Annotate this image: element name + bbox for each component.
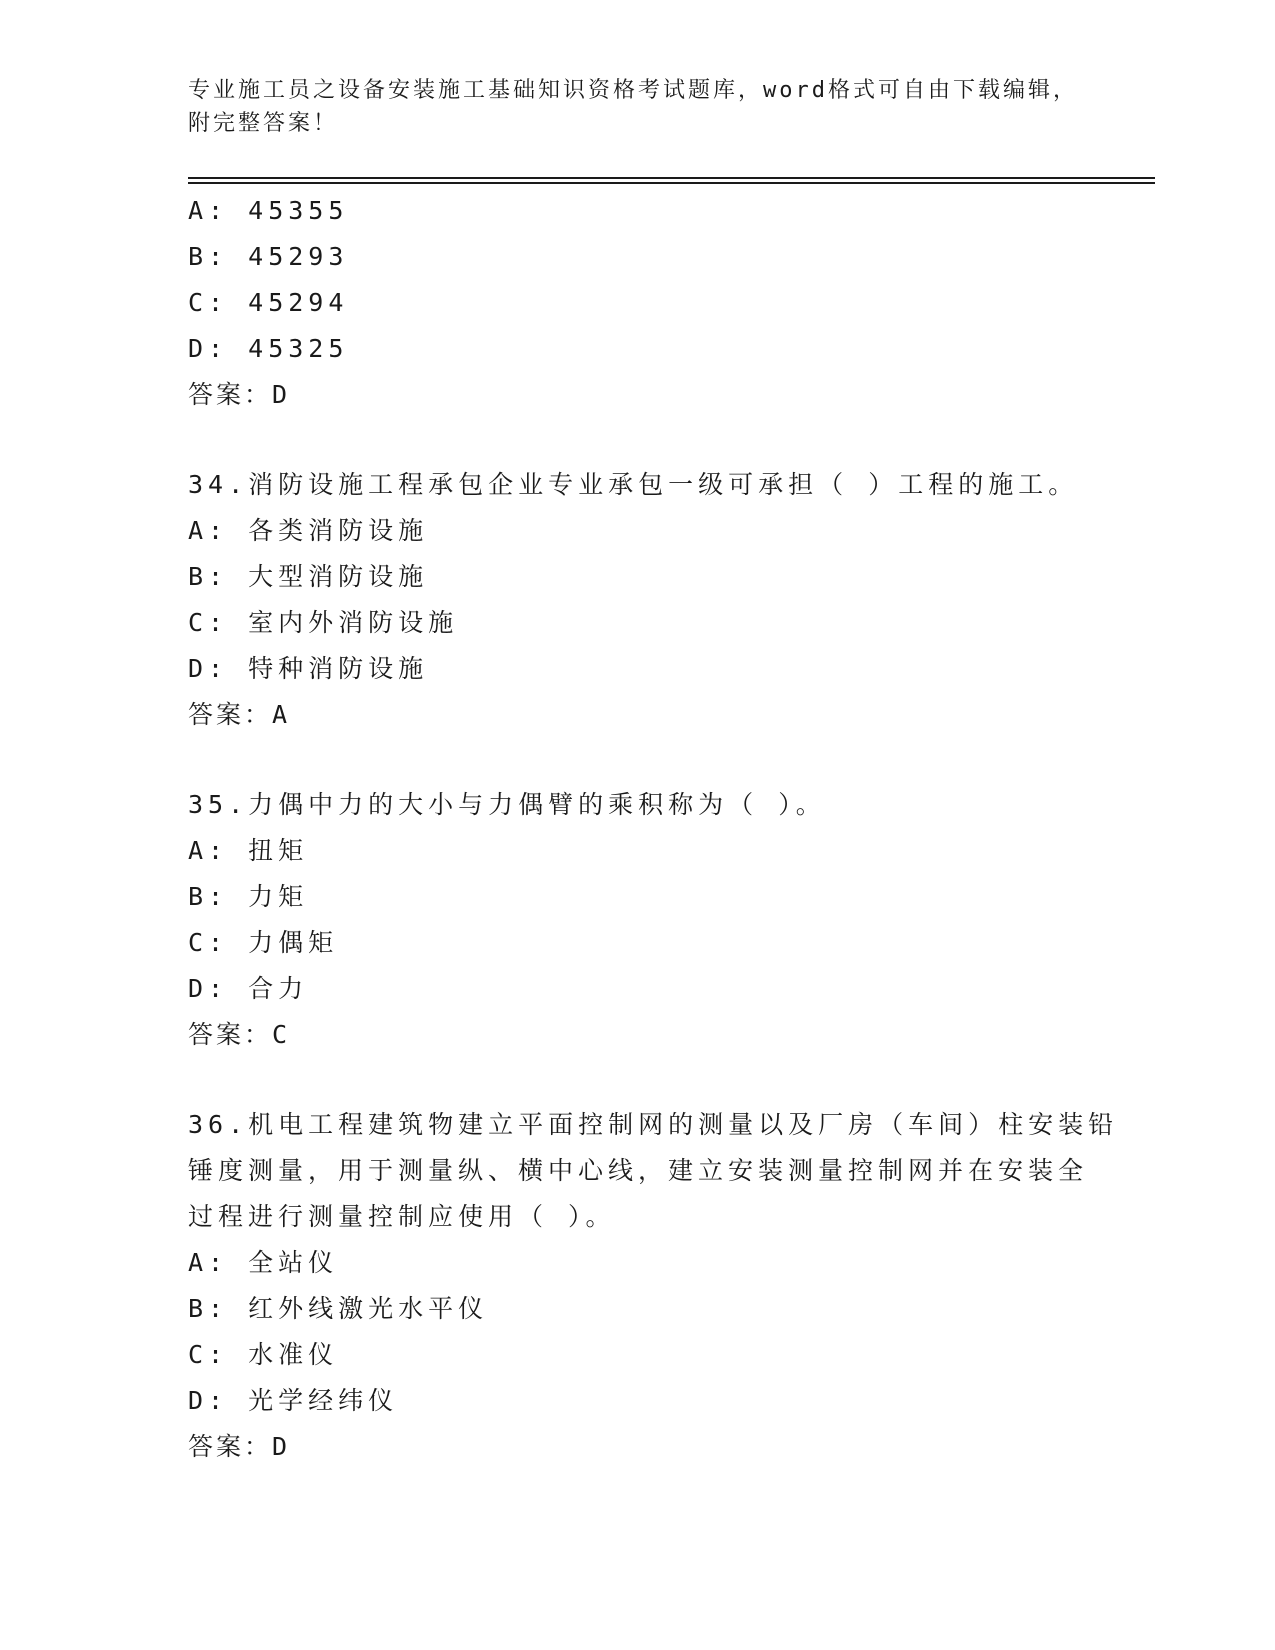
option-d: D: 光学经纬仪 (188, 1386, 399, 1415)
question-text: 35.力偶中力的大小与力偶臂的乘积称为（ ）。 (188, 790, 826, 819)
option-c: C: 45294 (188, 288, 349, 317)
document-header (188, 74, 1088, 140)
option-a: A: 扭矩 (188, 836, 309, 865)
question-list (188, 188, 1119, 1470)
answer-line: 答案：D (188, 1432, 291, 1461)
header-line-2: 附完整答案！ (188, 111, 339, 136)
question-text-line-3: 过程进行测量控制应使用（ ）。 (188, 1202, 616, 1231)
question-text: 34.消防设施工程承包企业专业承包一级可承担（ ）工程的施工。 (188, 470, 1079, 499)
option-b: B: 45293 (188, 242, 349, 271)
option-a: A: 全站仪 (188, 1248, 339, 1277)
question-text-line-2: 锤度测量，用于测量纵、横中心线，建立安装测量控制网并在安装全 (188, 1156, 1089, 1185)
question-text-line-1: 36.机电工程建筑物建立平面控制网的测量以及厂房（车间）柱安装铅 (188, 1110, 1119, 1139)
header-line-1: 专业施工员之设备安装施工基础知识资格考试题库，word格式可自由下载编辑， (188, 78, 1078, 103)
option-b: B: 大型消防设施 (188, 562, 429, 591)
option-b: B: 力矩 (188, 882, 309, 911)
answer-line: 答案：D (188, 380, 291, 409)
question-33-continued (188, 188, 1088, 418)
option-c: C: 力偶矩 (188, 928, 339, 957)
option-c: C: 室内外消防设施 (188, 608, 459, 637)
question-35 (188, 782, 1088, 1058)
option-a: A: 各类消防设施 (188, 516, 429, 545)
question-34 (188, 462, 1088, 738)
answer-line: 答案：A (188, 700, 291, 729)
option-d: D: 合力 (188, 974, 309, 1003)
option-d: D: 45325 (188, 334, 349, 363)
header-divider-bottom (188, 182, 1155, 184)
answer-line: 答案：C (188, 1020, 291, 1049)
option-c: C: 水准仪 (188, 1340, 339, 1369)
option-d: D: 特种消防设施 (188, 654, 429, 683)
header-divider-top (188, 177, 1155, 179)
option-b: B: 红外线激光水平仪 (188, 1294, 489, 1323)
question-36 (188, 1102, 1119, 1470)
option-a: A: 45355 (188, 196, 349, 225)
